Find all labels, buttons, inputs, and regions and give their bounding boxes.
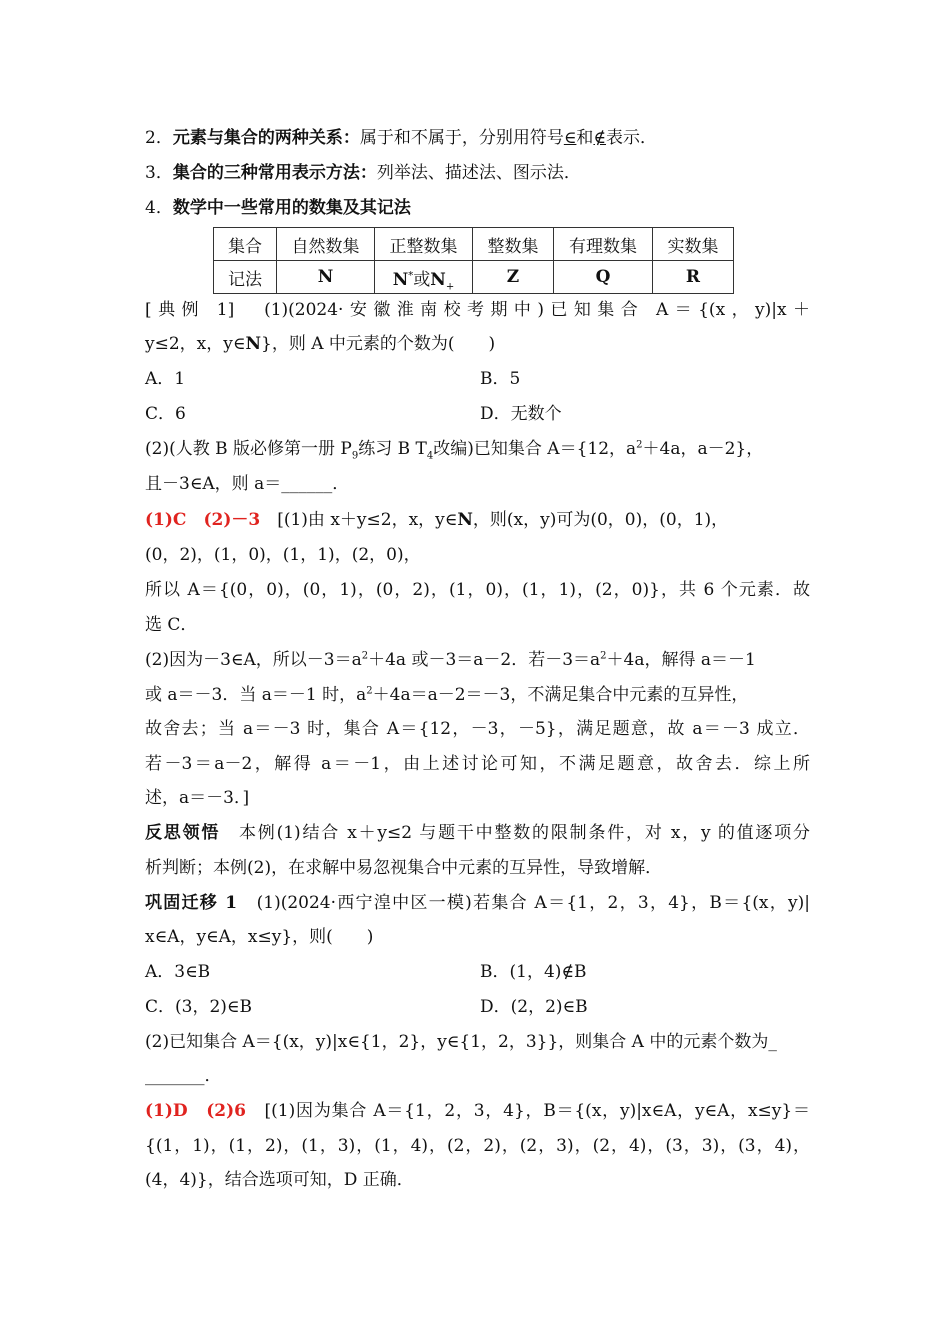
solution-1-line: 若－3＝a－2，解得 a＝－1，由上述讨论可知，不满足题意，故舍去．综上所 — [145, 754, 810, 774]
item-number: 3． — [145, 163, 173, 183]
text-span: ＋4a 或－3＝a－2．若－3＝a — [368, 650, 601, 670]
table-cell: 实数集 — [653, 228, 734, 261]
option-c: C．6 — [145, 404, 186, 424]
options-row — [145, 960, 810, 984]
answer-1: (1)D — [145, 1101, 188, 1121]
item-text: 表示． — [606, 128, 658, 148]
table-cell — [375, 261, 473, 294]
solution-1-line: 所以 A＝{(0，0)，(0，1)，(0，2)，(1，0)，(1，1)，(2，0)}，共 6 个元素．故 — [145, 580, 810, 600]
option-b: B．(1，4)∉B — [480, 962, 587, 982]
text-span: ，则(x，y)可为(0，0)，(0，1)， — [472, 510, 729, 530]
option-c: C．(3，2)∈B — [145, 997, 252, 1017]
reflection-line — [145, 821, 810, 845]
solution-1-line — [145, 508, 810, 532]
solution-1-line: (0，2)，(1，0)，(1，1)，(2，0)， — [145, 545, 421, 565]
item-heading: 数学中一些常用的数集及其记法 — [172, 198, 411, 218]
option-b: B．5 — [480, 369, 521, 389]
option-d: D．(2，2)∈B — [480, 997, 588, 1017]
set-symbol: N — [245, 334, 261, 354]
text-span: [(1)因为集合 A＝{1，2，3，4}，B＝{(x，y)|x∈A，y∈A，x≤y}＝ — [264, 1101, 810, 1121]
example-1-line — [145, 437, 810, 461]
example-1-line — [145, 332, 810, 356]
solution-2-line: {(1，1)，(1，2)，(1，3)，(1，4)，(2，2)，(2，3)，(2，4)，(3，3)，(3，4)， — [145, 1136, 810, 1156]
table-cell: Q — [554, 261, 653, 294]
options-row — [145, 995, 810, 1019]
item-3-line — [145, 161, 810, 185]
set-symbol: N — [457, 510, 473, 530]
reflection-line: 析判断；本例(2)，在求解中易忽视集合中元素的互异性，导致增解． — [145, 858, 663, 878]
practice-heading: 巩固迁移 1 — [145, 893, 238, 913]
item-heading: 元素与集合的两种关系： — [172, 128, 360, 148]
item-heading: 集合的三种常用表示方法： — [172, 163, 377, 183]
text-span: ＋4a＝a－2＝－3，不满足集合中元素的互异性， — [372, 685, 749, 705]
text-span: (1)(2024·西宁湟中区一模)若集合 A＝{1，2，3，4}，B＝{(x，y)| — [237, 893, 810, 913]
text-span: (2)(人教 B 版必修第一册 P — [145, 439, 352, 459]
item-number: 4． — [145, 198, 173, 218]
answer-2: (2)6 — [206, 1101, 246, 1121]
number-sets-table — [213, 227, 734, 294]
superscript: 2 — [366, 685, 373, 697]
table-cell: 自然数集 — [277, 228, 375, 261]
table-cell: 集合 — [214, 228, 277, 261]
set-symbol: N — [392, 269, 409, 290]
solution-1-line: 故舍去；当 a＝－3 时，集合 A＝{12，－3，－5}，满足题意，故 a＝－3 成立． — [145, 719, 810, 739]
answer-2: (2)－3 — [203, 510, 261, 530]
text-span: }，则 A 中元素的个数为( ) — [261, 334, 496, 354]
item-text: 属于和不属于，分别用符号 — [359, 128, 564, 148]
item-text: 和 — [576, 128, 594, 148]
text-span: 改编)已知集合 A＝{12，a — [433, 439, 637, 459]
table-cell: 记法 — [214, 261, 277, 294]
option-d: D．无数个 — [480, 404, 562, 424]
set-or: 或 — [413, 269, 431, 290]
text-span: ＋4a，a－2}， — [642, 439, 764, 459]
set-subscript: + — [445, 280, 455, 292]
table-row — [214, 261, 734, 294]
set-superscript: * — [408, 269, 414, 281]
solution-1-line — [145, 683, 810, 707]
practice-1-line — [145, 891, 810, 915]
set-symbol: N — [430, 269, 446, 290]
text-span: ＋4a，解得 a＝－1 — [606, 650, 756, 670]
symbol-not-in: ∉ — [593, 128, 607, 148]
solution-2-line: (4，4)}，结合选项可知，D 正确． — [145, 1170, 414, 1190]
text-span: y≤2，x，y∈ — [145, 334, 246, 354]
example-1-line: 且－3∈A，则 a＝______． — [145, 474, 350, 494]
subscript: 9 — [351, 450, 359, 462]
answer-1: (1)C — [145, 510, 187, 530]
options-row — [145, 367, 810, 391]
example-1-line: [典例 1] (1)(2024·安徽淮南校考期中)已知集合 A＝{(x，y)|x＋ — [145, 300, 810, 320]
option-a: A．1 — [145, 369, 186, 389]
table-cell: 有理数集 — [554, 228, 653, 261]
symbol-in: ∈ — [563, 128, 577, 148]
table-cell: R — [653, 261, 734, 294]
practice-1-line: _______． — [145, 1066, 222, 1086]
practice-1-line: x∈A，y∈A，x≤y}，则( ) — [145, 927, 374, 947]
text-span: 练习 B T — [358, 439, 427, 459]
text-span: [(1)由 x＋y≤2，x，y∈ — [277, 510, 458, 530]
reflection-heading: 反思领悟 — [145, 823, 221, 843]
table-header-row — [214, 228, 734, 261]
solution-1-line — [145, 648, 810, 672]
superscript: 2 — [361, 650, 369, 662]
text-span: 或 a＝－3．当 a＝－1 时，a — [145, 685, 367, 705]
table-cell: Z — [473, 261, 554, 294]
option-a: A．3∈B — [145, 962, 211, 982]
item-4-line — [145, 196, 810, 220]
practice-1-line: (2)已知集合 A＝{(x，y)|x∈{1，2}，y∈{1，2，3}}，则集合 A 中的元素个数为_ — [145, 1032, 777, 1052]
superscript: 2 — [636, 439, 643, 451]
solution-1-line: 述，a＝－3．] — [145, 788, 250, 808]
table-cell: N — [277, 261, 375, 294]
options-row — [145, 402, 810, 426]
solution-1-line: 选 C． — [145, 615, 198, 635]
text-span: (2)因为－3∈A，所以－3＝a — [145, 650, 362, 670]
table-cell: 正整数集 — [375, 228, 473, 261]
item-number: 2． — [145, 128, 173, 148]
item-text: 列举法、描述法、图示法． — [376, 163, 581, 183]
solution-2-line — [145, 1099, 810, 1123]
table-cell: 整数集 — [473, 228, 554, 261]
superscript: 2 — [600, 650, 607, 662]
subscript: 4 — [426, 450, 434, 462]
item-2-line — [145, 126, 810, 150]
text-span: 本例(1)结合 x＋y≤2 与题干中整数的限制条件，对 x，y 的值逐项分 — [220, 823, 811, 843]
